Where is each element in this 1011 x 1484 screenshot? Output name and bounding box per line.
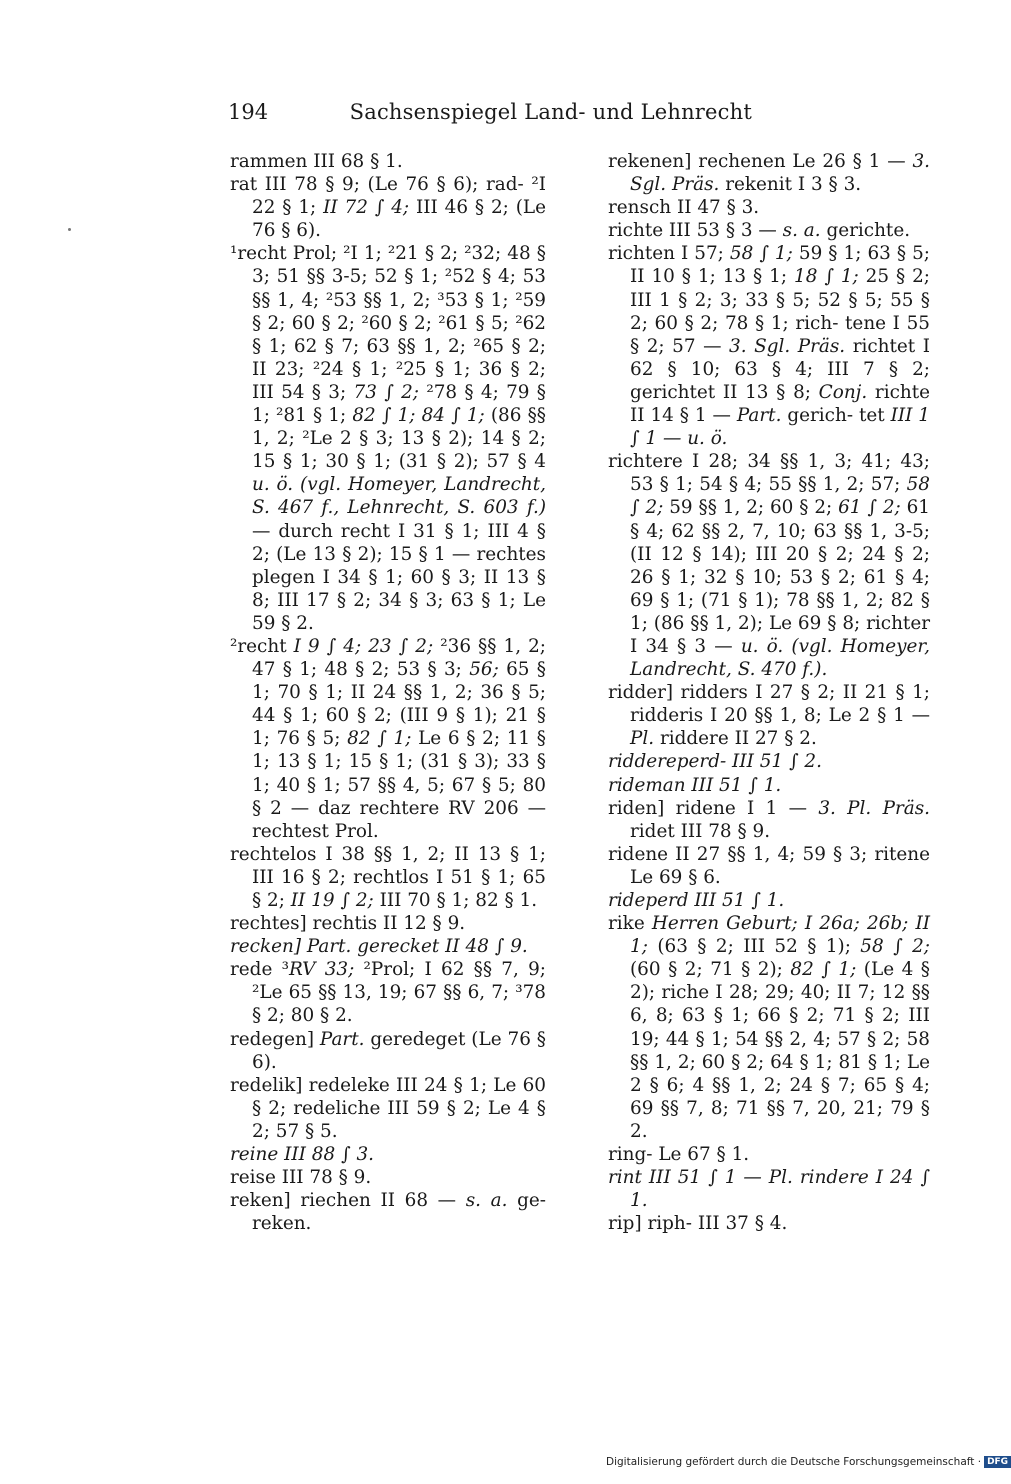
index-entry: rechtes] rechtis II 12 § 9. [230,913,466,935]
index-entry: rideperd III 51 ∫ 1. [608,890,785,911]
index-entry: richten I 57; 58 ∫ 1; 59 § 1; 63 § 5; II 10 § 1; 13 § 1; 18 ∫ 1; 25 § 2; III 1 § 2; 3; 33 § 5; 52 § 5; 55 § 2; 60 § 2; 78 § 1; rich- tene I 55 § 2; 57 — 3. Sgl. Präs. richtet I 62 § 10; 63 § 4; III 7 § 2; gerichtet II 13 § 8; Conj. richte II 14 § 1 — Part. gerich- tet III 1 ∫ 1 — u. ö. [608,243,931,450]
index-entry: recken] Part. gerecket II 48 ∫ 9. [230,936,528,958]
index-entry: ²recht I 9 ∫ 4; 23 ∫ 2; ²36 §§ 1, 2; 47 § 1; 48 § 2; 53 § 3; 56; 65 § 1; 70 § 1; II 24 §§ 1, 2; 36 § 5; 44 § 1; 60 § 2; (III 9 § 1); 21 § 1; 76 § 5; 82 ∫ 1; Le 6 § 2; 11 § 1; 13 § 1; 15 § 1; (31 § 3); 33 § 1; 40 § 1; 57 §§ 4, 5; 67 § 5; 80 § 2 — daz rechtere RV 206 — rechtest Prol. [230,635,547,842]
index-entry: reise III 78 § 9. [230,1167,372,1189]
index-entry: ring- Le 67 § 1. [608,1144,750,1166]
index-entry: ridene II 27 §§ 1, 4; 59 § 3; ritene Le 69 § 6. [608,843,930,888]
index-entry: ridder] ridders I 27 § 2; II 21 § 1; ridderis I 20 §§ 1, 8; Le 2 § 1 — Pl. riddere II 27 § 2. [608,682,930,750]
index-entry: rechtelos I 38 §§ 1, 2; II 13 § 1; III 16 § 2; rechtlos I 51 § 1; 65 § 2; II 19 ∫ 2; III 70 § 1; 82 § 1. [230,843,546,911]
index-entry: redelik] redeleke III 24 § 1; Le 60 § 2; redeliche III 59 § 2; Le 4 § 2; 57 § 5. [230,1074,546,1142]
right-column [608,150,930,1235]
dfg-logo: DFG [984,1456,1011,1468]
footer-credit [606,1456,1011,1468]
index-entry: ¹recht Prol; ²I 1; ²21 § 2; ²32; 48 § 3; 51 §§ 3-5; 52 § 1; ²52 § 4; 53 §§ 1, 4; ²53 §§ 1, 2; ³53 § 1; ²59 § 2; 60 § 2; ²60 § 2; ²61 § 5; ²62 § 1; 62 § 7; 63 §§ 1, 2; ²65 § 2; II 23; ²24 § 1; ²25 § 1; 36 § 2; III 54 § 3; 73 ∫ 2; ²78 § 4; 79 § 1; ²81 § 1; 82 ∫ 1; 84 ∫ 1; (86 §§ 1, 2; ²Le 2 § 3; 13 § 2); 14 § 2; 15 § 1; 30 § 1; (31 § 2); 57 § 4 u. ö. (vgl. Homeyer, Landrecht, S. 467 f., Lehnrecht, S. 603 f.) — durch recht I 31 § 1; III 4 § 2; (Le 13 § 2); 15 § 1 — rechtes plegen I 34 § 1; 60 § 3; II 13 § 8; III 17 § 2; 34 § 3; 63 § 1; Le 59 § 2. [230,243,547,634]
index-entry: richtere I 28; 34 §§ 1, 3; 41; 43; 53 § 1; 54 § 4; 55 §§ 1, 2; 57; 58 ∫ 2; 59 §§ 1, 2; 60 § 2; 61 ∫ 2; 61 § 4; 62 §§ 2, 7, 10; 63 §§ 1, 3-5; (II 12 § 14); III 20 § 2; 24 § 2; 26 § 1; 32 § 10; 53 § 2; 61 § 4; 69 § 1; (71 § 1); 78 §§ 1, 2; 82 § 1; (86 §§ 1, 2); Le 69 § 8; richter I 34 § 3 — u. ö. (vgl. Homeyer, Landrecht, S. 470 f.). [608,451,931,681]
index-entry: redegen] Part. geredeget (Le 76 § 6). [230,1028,546,1073]
index-entry: rint III 51 ∫ 1 — Pl. rindere I 24 ∫ 1. [608,1167,930,1212]
index-entry: rensch II 47 § 3. [608,197,760,219]
footer-credit-text: Digitalisierung gefördert durch die Deutsche Forschungsgemeinschaft · [606,1456,982,1468]
index-entry: rideman III 51 ∫ 1. [608,774,782,796]
index-entry: riden] ridene I 1 — 3. Pl. Präs. ridet III 78 § 9. [608,797,930,842]
index-entry: rat III 78 § 9; (Le 76 § 6); rad- ²I 22 § 1; II 72 ∫ 4; III 46 § 2; (Le 76 § 6). [230,174,546,242]
index-entry: rip] riph- III 37 § 4. [608,1213,788,1235]
index-entry: reine III 88 ∫ 3. [230,1144,374,1166]
index-entry: reken] riechen II 68 — s. a. ge- reken. [230,1190,546,1235]
index-entry: rike Herren Geburt; I 26a; 26b; II 1; (63 § 2; III 52 § 1); 58 ∫ 2; (60 § 2; 71 § 2); 82 ∫ 1; (Le 4 § 2); riche I 28; 29; 40; II 7; 12 §§ 6, 8; 63 § 1; 66 § 2; 71 § 2; III 19; 44 § 1; 54 §§ 2, 4; 57 § 2; 58 §§ 1, 2; 60 § 2; 64 § 1; 81 § 1; Le 2 § 6; 4 §§ 1, 2; 24 § 7; 65 § 4; 69 §§ 7, 8; 71 §§ 7, 20, 21; 79 § 2. [608,913,930,1142]
scan-speck [68,228,71,231]
page-number: 194 [228,100,269,124]
running-title: Sachsenspiegel Land- und Lehnrecht [349,100,752,124]
page-header [226,100,754,134]
index-entry: richte III 53 § 3 — s. a. gerichte. [608,220,911,242]
index-entry: rede ³RV 33; ²Prol; I 62 §§ 7, 9; ²Le 65 §§ 13, 19; 67 §§ 6, 7; ³78 § 2; 80 § 2. [230,959,546,1027]
left-column [230,150,546,1235]
index-entry: rekenen] rechenen Le 26 § 1 — 3. Sgl. Präs. rekenit I 3 § 3. [608,151,930,196]
index-entry: riddereperd- III 51 ∫ 2. [608,751,822,773]
index-entry: rammen III 68 § 1. [230,151,403,172]
